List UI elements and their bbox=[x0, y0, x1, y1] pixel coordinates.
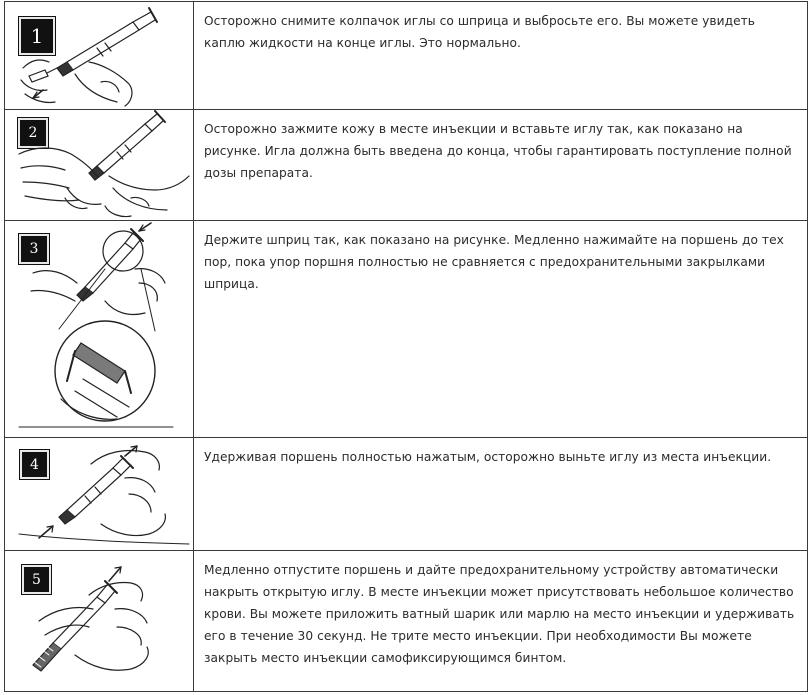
step-4-number: 4 bbox=[30, 456, 39, 473]
press-plunger-with-zoom-illustration bbox=[5, 221, 193, 437]
step-5-illustration-cell bbox=[5, 551, 194, 692]
step-2-text: Осторожно зажмите кожу в месте инъекции и вставьте иглу так, как показано на рисунке. Игла должна быть введена до конца, чтобы гарантировать поступление полной дозы препарата. bbox=[194, 110, 808, 221]
remove-needle-cap-illustration bbox=[5, 2, 193, 108]
step-row-3 bbox=[5, 221, 808, 438]
step-1-illustration-cell bbox=[5, 2, 194, 110]
pinch-skin-insert-needle-illustration bbox=[5, 110, 193, 220]
step-row-5 bbox=[5, 551, 808, 692]
step-1-text: Осторожно снимите колпачок иглы со шприца и выбросьте его. Вы можете увидеть каплю жидкости на конце иглы. Это нормально. bbox=[194, 2, 808, 110]
step-1-number: 1 bbox=[30, 24, 44, 48]
step-row-2 bbox=[5, 110, 808, 221]
release-plunger-guard-illustration bbox=[5, 551, 193, 691]
step-4-text: Удерживая поршень полностью нажатым, осторожно выньте иглу из места инъекции. bbox=[194, 438, 808, 551]
step-5-number: 5 bbox=[32, 571, 41, 588]
step-2-illustration-cell bbox=[5, 110, 194, 221]
withdraw-needle-illustration bbox=[5, 438, 193, 550]
step-row-4 bbox=[5, 438, 808, 551]
step-3-text: Держите шприц так, как показано на рисунке. Медленно нажимайте на поршень до тех пор, пока упор поршня полностью не сравняется с предохранительными закрылками шприца. bbox=[194, 221, 808, 438]
step-3-illustration-cell bbox=[5, 221, 194, 438]
instruction-table bbox=[4, 1, 808, 692]
step-2-number: 2 bbox=[28, 125, 38, 141]
step-row-1 bbox=[5, 2, 808, 110]
step-3-number: 3 bbox=[29, 241, 39, 257]
step-5-text: Медленно отпустите поршень и дайте предохранительному устройству автоматически накрыть открытую иглу. В месте инъекции может присутствовать небольшое количество крови. Вы можете приложить ватный шарик или марлю на место инъекции и удерживать его в течение 30 секунд. Не трите место инъекции. При необходимости Вы можете закрыть место инъекции самофиксирующимся бинтом. bbox=[194, 551, 808, 692]
step-4-illustration-cell bbox=[5, 438, 194, 551]
